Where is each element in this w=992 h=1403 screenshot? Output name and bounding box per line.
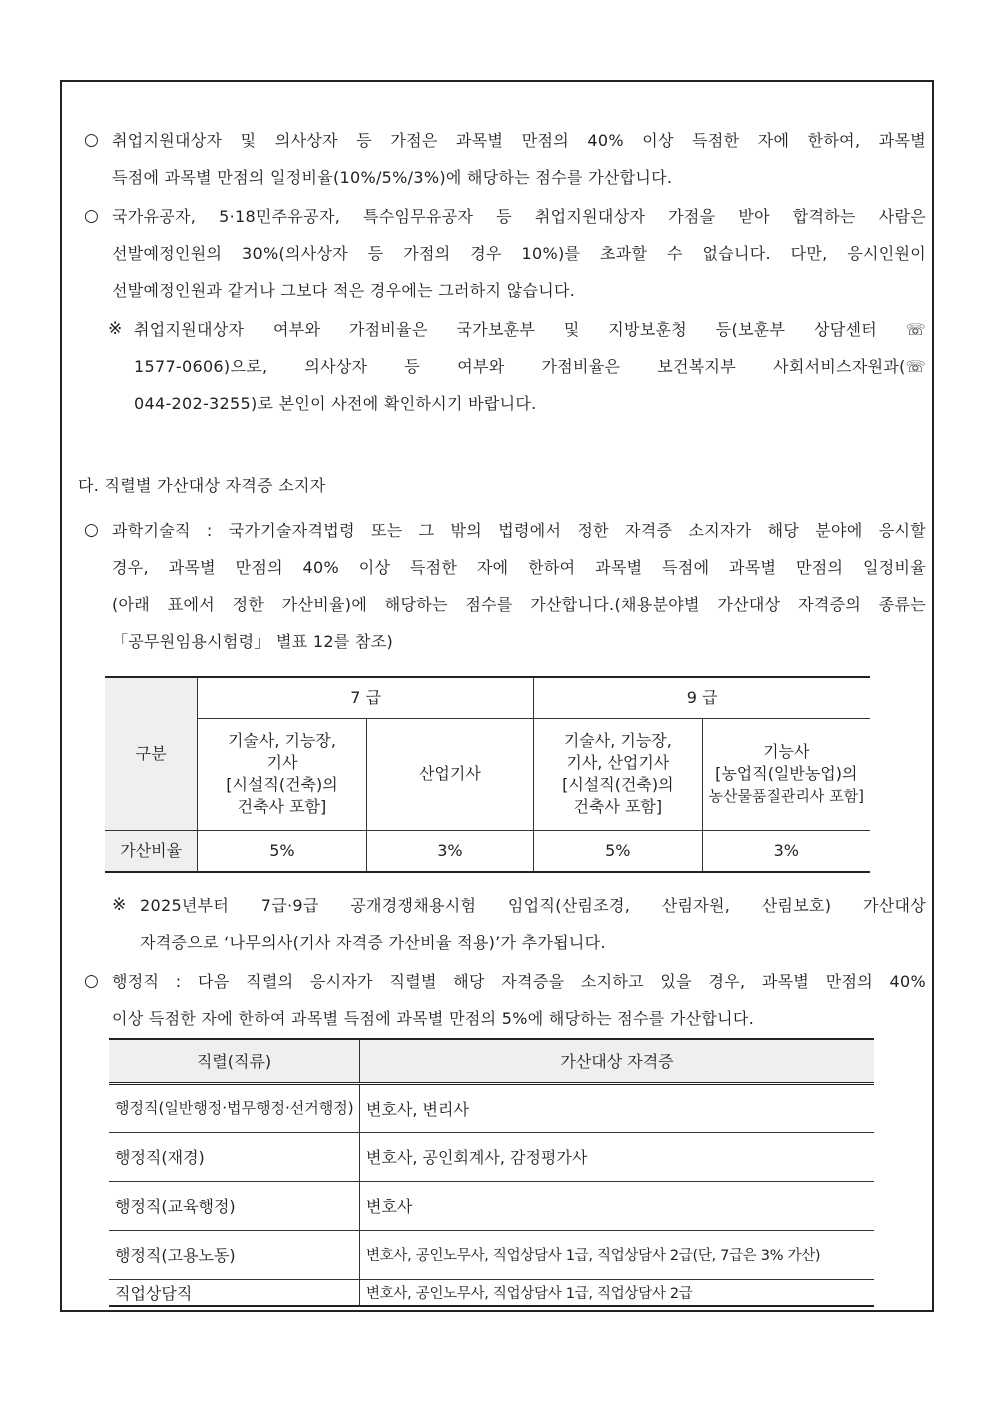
header-text: 기사, 산업기사 [566,753,670,772]
reference-mark-icon: ※ [112,895,127,915]
circle-bullet-icon: ○ [84,130,100,150]
reference-note-tree-doctor [112,887,926,961]
table-cell: 5% [198,830,366,872]
table-cell: 5% [534,830,702,872]
table-cell-job: 행정직(일반행정·법무행정·선거행정) [109,1083,360,1132]
circle-bullet-icon: ○ [84,971,100,991]
text-line: 044-202-3255)로 본인이 사전에 확인하시기 바랍니다. [134,394,537,413]
table-cell-certificate: 변호사, 공인회계사, 감정평가사 [360,1132,875,1181]
bullet-paragraph-limit [84,198,926,309]
header-text: [농업직(일반농업)의 [715,764,858,783]
table-header-grade7: 7 급 [198,677,534,718]
table-header-category: 구분 [105,677,198,830]
table-row [109,1279,874,1306]
table-header-cell [702,718,870,830]
text-line: 선발예정인원과 같거나 그보다 적은 경우에는 그러하지 않습니다. [112,281,576,300]
header-text: 기술사, 기능장, [563,731,672,750]
text-line: 행정직 : 다음 직렬의 응시자가 직렬별 해당 자격증을 소지하고 있을 경우, 과목별 만점의 40% [112,972,926,991]
text-line: 취업지원대상자 여부와 가점비율은 국가보훈부 및 지방보훈청 등(보훈부 상담센터 ☏ [134,320,926,339]
table-cell-job: 직업상담직 [109,1279,360,1306]
reference-note-contact [108,311,926,422]
table-header-cell [534,718,702,830]
bullet-paragraph-bonus-points [84,122,926,196]
bullet-paragraph-administrative [84,963,926,1037]
header-text: 건축사 포함] [573,797,663,816]
text-line: 과학기술직 : 국가기술자격법령 또는 그 밖의 법령에서 정한 자격증 소지자가 해당 분야에 응시할 [112,521,926,540]
bonus-rate-table [105,676,870,873]
administrative-certificate-table [109,1038,874,1307]
table-cell-certificate: 변호사, 공인노무사, 직업상담사 1급, 직업상담사 2급 [360,1279,875,1306]
table-header-certificate: 가산대상 자격증 [360,1039,875,1083]
table-row [109,1132,874,1181]
text-line: 이상 득점한 자에 한하여 과목별 득점에 과목별 만점의 5%에 해당하는 점수를 가산합니다. [112,1009,755,1028]
table-row [109,1181,874,1230]
text-line: 「공무원임용시험령」 별표 12를 참조) [112,632,394,651]
circle-bullet-icon: ○ [84,520,100,540]
text-line: (아래 표에서 정한 가산비율)에 해당하는 점수를 가산합니다.(채용분야별 가산대상 자격증의 종류는 [112,595,926,614]
header-text: 건축사 포함] [237,797,327,816]
header-text: 기사 [266,753,298,772]
reference-mark-icon: ※ [108,319,123,339]
table-header-cell: 산업기사 [366,718,533,830]
header-text: 농산물품질관리사 포함] [708,787,865,805]
table-header-grade9: 9 급 [534,677,870,718]
table-row-label: 가산비율 [105,830,198,872]
table-cell-job: 행정직(재경) [109,1132,360,1181]
table-cell: 3% [702,830,870,872]
table-row [109,1230,874,1279]
table-cell-certificate: 변호사, 변리사 [360,1083,875,1132]
text-line: 경우, 과목별 만점의 40% 이상 득점한 자에 한하여 과목별 득점에 과목별 만점의 일정비율 [112,558,926,577]
header-text: [시설직(건축)의 [226,775,338,794]
section-heading: 다. 직렬별 가산대상 자격증 소지자 [78,476,326,495]
table-header-job: 직렬(직류) [109,1039,360,1083]
table-cell: 3% [366,830,533,872]
header-text: 기능사 [763,742,810,761]
circle-bullet-icon: ○ [84,206,100,226]
header-text: 기술사, 기능장, [227,731,336,750]
table-header-cell [198,718,366,830]
table-row [109,1083,874,1132]
text-line: 국가유공자, 5·18민주유공자, 특수임무유공자 등 취업지원대상자 가점을 받아 합격하는 사람은 [112,207,926,226]
table-cell-job: 행정직(고용노동) [109,1230,360,1279]
table-cell-job: 행정직(교육행정) [109,1181,360,1230]
text-line: 득점에 과목별 만점의 일정비율(10%/5%/3%)에 해당하는 점수를 가산합니다. [112,168,673,187]
text-line: 취업지원대상자 및 의사상자 등 가점은 과목별 만점의 40% 이상 득점한 자에 한하여, 과목별 [112,131,926,150]
text-line: 2025년부터 7급·9급 공개경쟁채용시험 임업직(산림조경, 산림자원, 산림보호) 가산대상 [140,896,926,915]
header-text: [시설직(건축)의 [562,775,674,794]
table-cell-certificate: 변호사 [360,1181,875,1230]
table-cell-certificate: 변호사, 공인노무사, 직업상담사 1급, 직업상담사 2급(단, 7급은 3% 가산) [360,1230,875,1279]
text-line: 1577-0606)으로, 의사상자 등 여부와 가점비율은 보건복지부 사회서비스자원과(☏ [134,357,926,376]
text-line: 선발예정인원의 30%(의사상자 등 가점의 경우 10%)를 초과할 수 없습니다. 다만, 응시인원이 [112,244,926,263]
text-line: 자격증으로 ‘나무의사(기사 자격증 가산비율 적용)’가 추가됩니다. [140,933,606,952]
bullet-paragraph-science-tech [84,512,926,660]
